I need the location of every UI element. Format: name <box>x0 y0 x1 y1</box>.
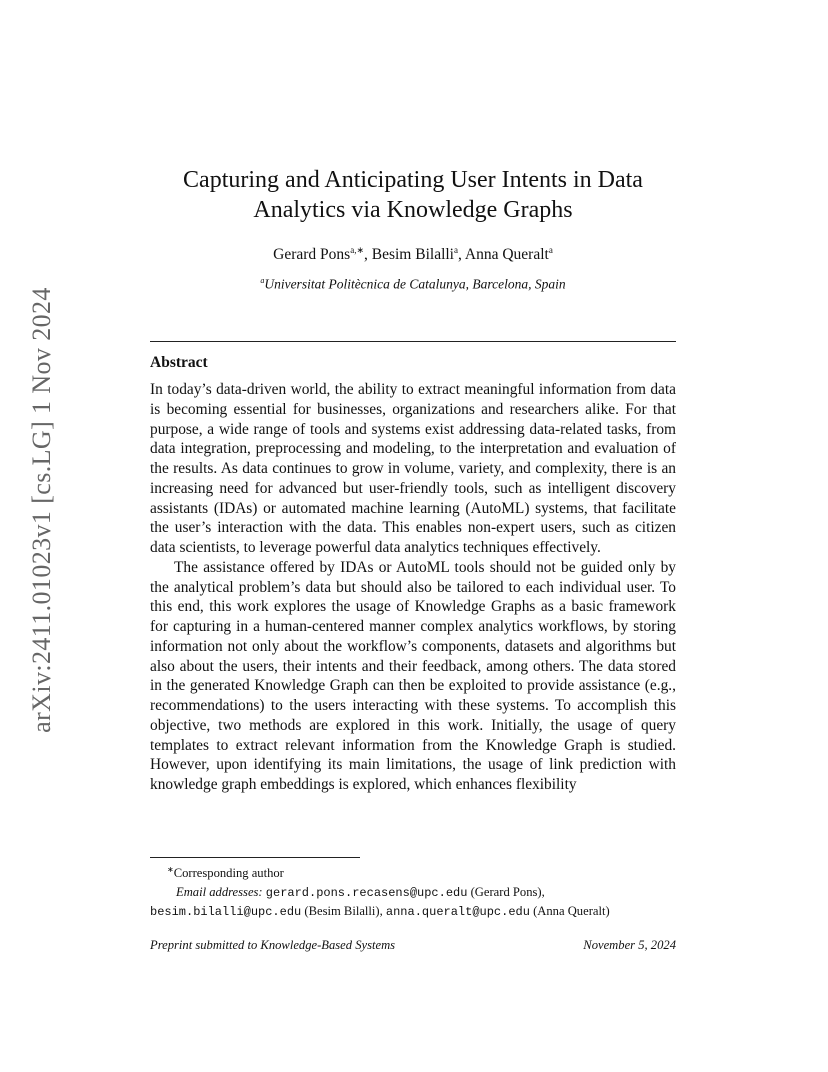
abstract-heading: Abstract <box>150 354 208 371</box>
footnote-divider <box>150 857 360 858</box>
footnote <box>150 861 676 922</box>
author-affiliation-marker: a,∗ <box>350 245 364 255</box>
title-line-1: Capturing and Anticipating User Intents in Data <box>183 167 643 193</box>
author-affiliation-marker: a <box>454 245 458 255</box>
footnote-marker: ∗ <box>167 865 174 874</box>
email-link[interactable]: besim.bilalli@upc.edu <box>150 905 302 920</box>
abstract-paragraph-1: In today’s data-driven world, the ability to extract meaningful information from data is becoming essential for businesses, organizations and researchers alike. For that purpose, a wide range of tools and systems exist addressing data-related tasks, from data integration, preprocessing and modeling, to the interpretation and evaluation of the results. As data continues to grow in volume, variety, and complexity, there is an increasing need for advanced but user-friendly tools, such as intelligent discovery assistants (IDAs) or automated machine learning (AutoML) systems, that facilitate the user’s interaction with the data. This enables non-expert users, such as citizen data scientists, to leverage powerful data analytics techniques effectively. <box>150 381 676 556</box>
author-affiliation-marker: a <box>548 245 553 255</box>
author-name: Anna Queralt <box>464 246 549 264</box>
title-line-2: Analytics via Knowledge Graphs <box>253 197 573 223</box>
author-list: Gerard Pons$^{a,∗}$, Besim Bilalli$^a$, Anna Queralt$^a$ <box>273 245 553 264</box>
footer-date: November 5, 2024 <box>583 938 676 952</box>
email-label: Email addresses: <box>176 884 263 899</box>
email-link[interactable]: anna.queralt@upc.edu <box>385 905 530 920</box>
affiliation <box>150 276 676 293</box>
email-owner: (Gerard Pons), <box>470 884 545 899</box>
email-owner: (Besim Bilalli), <box>304 904 383 919</box>
affiliation-text: Universitat Politècnica de Catalunya, Barcelona, Spain <box>264 276 566 292</box>
abstract-paragraph-2: The assistance offered by IDAs or AutoML tools should not be guided only by the analytical problem’s data but should also be tailored to each individual user. To this end, this work explores the usage of Knowledge Graphs as a basic framework for capturing in a human-centered manner complex analytics workflows, by storing information not only about the workflow’s components, datasets and algorithms but also about the users, their intents and their feedback, among others. The data stored in the generated Knowledge Graph can then be exploited to provide assistance (e.g., recommendations) to the users interacting with these systems. To accomplish this objective, two methods are explored in this work. Initially, the usage of query templates to extract relevant information from the Knowledge Graph is studied. However, upon identifying its main limitations, the usage of link prediction with knowledge graph embeddings is explored, which enhances flexibility <box>150 558 676 793</box>
affiliation-marker: a <box>260 276 265 285</box>
section-divider <box>150 341 676 342</box>
arxiv-identifier-stamp <box>16 80 68 940</box>
preprint-note: Preprint submitted to Knowledge-Based Systems <box>150 938 396 952</box>
arxiv-identifier-text: arXiv:2411.01023v1 [cs.LG] 1 Nov 2024 <box>27 287 57 733</box>
email-link[interactable]: gerard.pons.recasens@upc.edu <box>265 885 468 900</box>
paper-title <box>150 165 676 225</box>
page-footer <box>150 938 676 953</box>
corresponding-author-note: Corresponding author <box>173 866 284 881</box>
email-owner: (Anna Queralt) <box>533 904 610 919</box>
author-name: Besim Bilalli <box>371 246 454 264</box>
author-name: Gerard Pons <box>273 246 351 264</box>
abstract-body <box>150 380 676 795</box>
